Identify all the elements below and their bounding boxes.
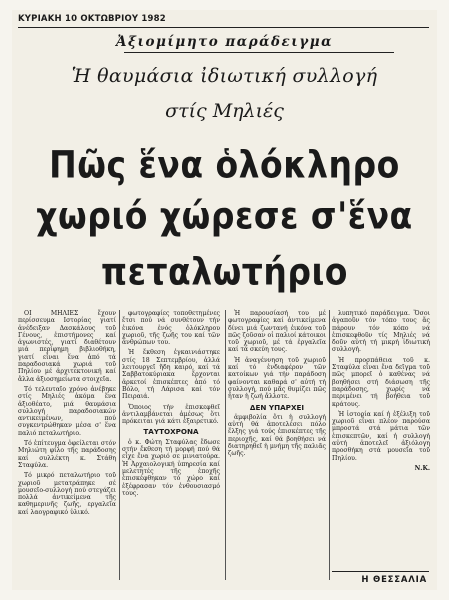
paragraph: ΟΙ ΜΗΛΙΕΣ ἔχουν περίσσευμα Ιστορίας γιατί ἀνέδειξαν Δασκάλους τοῦ Γένους, ἐπιστήμονες καί ἀγωνιστές, γιατί διαθέτουν μιά περίφημη βιβλιοθήκη, γιατί εἶναι ἕνα ἀπό τά παραδοσιακά χωριά τοῦ Πηλίου μέ ἀρχιτεκτονική καί ἄλλα ἀξιοσημείωτα στοιχεῖα. xyxy=(18,310,116,383)
column-divider xyxy=(225,310,226,580)
kicker-underline xyxy=(124,52,394,53)
paragraph: ὁ κ. Φώτη Σταφύλας ἔδωσε στήν ἔκθεση τή μορφή πού θά εἶχε ἕνα χωριό σε μινιατούρα. Ἡ Ἀρχαιολογική ὑπηρεσία καί μελετητές τῆς ἐποχῆς ἐπισκέφθηκαν τό χώρο καί ἐξέφρασαν τόν ἐνθουσιασμό τους. xyxy=(122,438,220,497)
paragraph: Τό μικρό πεταλωτήριο τοῦ χωριοῦ μετατράπηκε σέ μουσεῖο-συλλογή πού στεγάζει πολλά ἀντικείμενα τῆς καθημερινῆς ζωῆς, εργαλεῖα καί λαογραφικό ὑλικό. xyxy=(18,472,116,516)
paragraph: Ὅποιος τήν ἐπισκεφθεῖ ἀντιλαμβάνεται ἀμέσως ὅτι πρόκειται γιά κάτι ἐξαιρετικό. xyxy=(122,403,220,426)
newspaper-source: Η ΘΕΣΣΑΛΙΑ xyxy=(361,575,427,585)
subheading: ΤΑΥΤΟΧΡΟΝΑ xyxy=(143,427,199,437)
paragraph: Ἡ ἱστορία καί ἡ ἐξέλιξη τοῦ χωριοῦ εἶναι πλέον παρούσα μπροστά στά μάτια τῶν ἐπισκεπτῶν, καί ἡ συλλογή αὐτή ἀποτελεῖ ἀξιόλογη προσθήκη στά μουσεῖα τοῦ Πηλίου. xyxy=(332,410,430,462)
headline-line-1: Ἡ θαυμάσια ἰδιωτική συλλογή xyxy=(71,65,378,87)
article-column-3 xyxy=(228,310,326,461)
subheading: ΔΕΝ ΥΠΑΡΧΕΙ xyxy=(249,402,305,412)
column-divider xyxy=(329,310,330,580)
paragraph: λυπητικό παράδειγμα. Ὅσοι ἀγαποῦν τόν τόπο τους ἄς πάρουν τόν κόπο νά ἐπισκεφθοῦν τίς Μηλιές νά δοῦν αὐτή τή μικρή ἰδιωτική συλλογή. xyxy=(332,310,430,354)
main-headline-3: πεταλωτήριο xyxy=(101,249,348,294)
top-rule xyxy=(18,27,429,28)
author-initials: Ν.Κ. xyxy=(414,464,430,472)
source-rule xyxy=(332,571,429,572)
column-divider xyxy=(119,310,120,580)
kicker-headline: Ἀξιομίμητο παράδειγμα xyxy=(116,34,333,50)
article-body xyxy=(18,310,431,580)
headline-line-2: στίς Μηλιές xyxy=(165,100,284,122)
dateline: ΚΥΡΙΑΚΗ 10 ΟΚΤΩΒΡΙΟΥ 1982 xyxy=(18,14,166,24)
paragraph: Ἡ ἀναγέννηση τοῦ χωριοῦ καί τό ἐνδιαφέρον τῶν κατοίκων γιά τήν παράδοση φαίνονται καθαρά σ' αὐτή τή συλλογή, πού μᾶς θυμίζει πῶς ἦταν ἡ ζωή ἄλλοτε. xyxy=(228,356,326,401)
article-column-1 xyxy=(18,310,116,519)
paragraph: Ἡ ἔκθεση ἐγκαινιάστηκε στίς 18 Σεπτεμβρίου, ἀλλά λειτουργεῖ ἤδη καιρό, καί τά Σαββατοκύριακα ἔρχονται ἀρκετοί ἐπισκέπτες ἀπό τό Βόλο, τή Λάρισα καί τόν Πειραιά. xyxy=(122,349,220,401)
paragraph: ἀμφιβολία ὅτι ἡ συλλογή αὐτή θά ἀποτελέσει πόλο ἕλξης γιά τούς ἐπισκέπτες τῆς περιοχῆς, καί θά βοηθήσει νά διατηρηθεῖ ἡ μνήμη τῆς παλιᾶς ζωῆς. xyxy=(228,413,326,458)
paragraph: Τό ἐπίτευγμα ὀφείλεται στόν Μηλιώτη φίλο τῆς παράδοσης καί συλλέκτη κ. Στάθη Σταφύλα. xyxy=(18,440,116,469)
paragraph: Τό τελευταῖο χρόνο ἀνέβηκε στίς Μηλιές ἀκόμα ἕνα ἀξιοθέατο, μιά θαυμάσια συλλογή παραδοσιακών αντικειμένων, πού συγκεντρώθηκαν μέσα σ' ἕνα παλιό πεταλωτήριο. xyxy=(18,385,116,437)
article-column-2 xyxy=(122,310,220,500)
paragraph: Ἡ προσπάθεια τοῦ κ. Σταφύλα εἶναι ἕνα δεῖγμα τοῦ πῶς μπορεῖ ὁ καθένας νά βοηθήσει στή διάσωση τῆς παράδοσης, χωρίς νά περιμένει τή βοήθεια τοῦ κράτους. xyxy=(332,356,430,408)
newspaper-clipping xyxy=(12,10,437,590)
paragraph: φωτογραφίες τοποθετημένες ἔτσι πού νά συνθέτουν τήν ἐικόνα ἑνός ὁλόκληρου χωριοῦ, τῆς ζωῆς του καί τῶν ἀνθρώπων του. xyxy=(122,310,220,347)
paragraph: Ἡ παρουσίασή του μέ φωτογραφίες καί ἀντικείμενα δίνει μιά ζωντανή ἐικόνα τοῦ πῶς ζοῦσαν οἱ παλιοί κάτοικοι τοῦ χωριοῦ, μέ τά ἐργαλεῖα καί τά σκεύη τους. xyxy=(228,310,326,354)
main-headline-1: Πῶς ἕνα ὁλόκληρο xyxy=(49,142,400,187)
article-column-4 xyxy=(332,310,430,472)
main-headline-2: χωριό χώρεσε σ'ἕνα xyxy=(36,193,413,238)
